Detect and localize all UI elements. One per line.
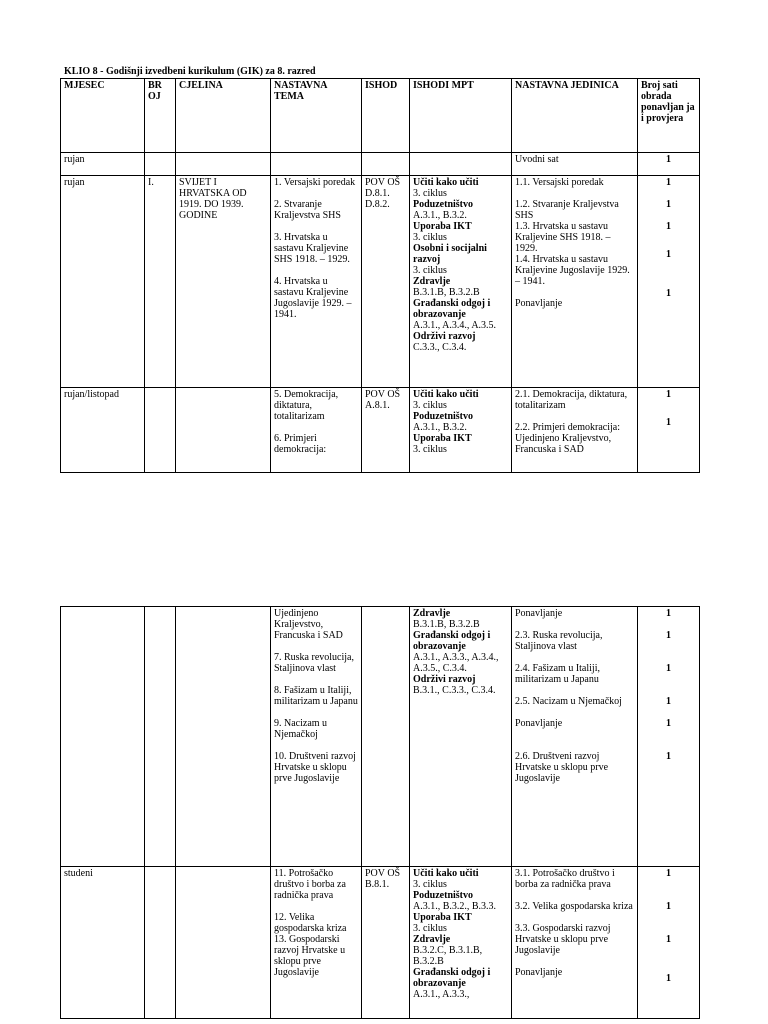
- cell-num: [145, 867, 176, 1019]
- cell-whole: [176, 867, 271, 1019]
- hours-value: 1: [666, 199, 671, 210]
- topic-item: 1. Versajski poredak: [274, 177, 356, 188]
- unit-item: Uvodni sat: [515, 154, 559, 165]
- cell-month: rujan/listopad: [61, 388, 145, 473]
- cell-unit: [512, 867, 638, 1019]
- header-unit: NASTAVNA JEDINICA: [512, 79, 638, 153]
- cell-topic: [271, 176, 362, 388]
- mpt-text: B.3.1.B, B.3.2.B: [413, 287, 480, 298]
- unit-item: 3.2. Velika gospodarska kriza: [515, 901, 633, 912]
- cell-whole: [176, 388, 271, 473]
- table-row: [61, 607, 700, 867]
- mpt-text: A.3.1., A.3.3.,: [413, 989, 470, 1000]
- hours-value: 1: [666, 417, 671, 428]
- mpt-text: 3. ciklus: [413, 188, 447, 199]
- cell-outcome: [362, 607, 410, 867]
- cell-mpt: [410, 176, 512, 388]
- cell-num: [145, 388, 176, 473]
- cell-month: studeni: [61, 867, 145, 1019]
- cell-num: I.: [145, 176, 176, 388]
- hours-value: 1: [666, 630, 671, 641]
- mpt-title: Građanski odgoj i obrazovanje: [413, 630, 491, 652]
- cell-mpt: [410, 607, 512, 867]
- mpt-title: Uporaba IKT: [413, 221, 472, 232]
- topic-item: 12. Velika gospodarska kriza: [274, 912, 347, 934]
- mpt-text: A.3.1., B.3.2.: [413, 210, 467, 221]
- mpt-text: 3. ciklus: [413, 232, 447, 243]
- cell-num: [145, 607, 176, 867]
- mpt-text: A.3.1., B.3.2.: [413, 422, 467, 433]
- topic-item: 9. Nacizam u Njemačkoj: [274, 718, 328, 740]
- unit-item: Ponavljanje: [515, 608, 563, 619]
- mpt-title: Uporaba IKT: [413, 433, 472, 444]
- mpt-text: 3. ciklus: [413, 265, 447, 276]
- hours-value: 1: [666, 868, 671, 879]
- cell-topic: [271, 867, 362, 1019]
- cell-unit: [512, 176, 638, 388]
- header-num: BR OJ: [145, 79, 176, 153]
- mpt-title: Građanski odgoj i obrazovanje: [413, 967, 491, 989]
- hours-value: 1: [666, 663, 671, 674]
- topic-item: 4. Hrvatska u sastavu Kraljevine Jugoslavije 1929. – 1941.: [274, 276, 352, 320]
- mpt-text: 3. ciklus: [413, 444, 447, 455]
- cell-unit: [512, 388, 638, 473]
- hours-value: 1: [666, 696, 671, 707]
- mpt-title: Poduzetništvo: [413, 890, 473, 901]
- cell-mpt: [410, 153, 512, 176]
- unit-item: 2.4. Fašizam u Italiji, militarizam u Japanu: [515, 663, 600, 685]
- unit-item: 1.4. Hrvatska u sastavu Kraljevine Jugoslavije 1929. – 1941.: [515, 254, 630, 287]
- unit-item: Ponavljanje: [515, 298, 563, 309]
- cell-topic: [271, 153, 362, 176]
- cell-mpt: [410, 867, 512, 1019]
- table-row: [61, 153, 700, 176]
- mpt-text: 3. ciklus: [413, 923, 447, 934]
- document-title: KLIO 8 - Godišnji izvedbeni kurikulum (GIK) za 8. razred: [64, 66, 316, 77]
- mpt-title: Učiti kako učiti: [413, 868, 479, 879]
- unit-item: 2.3. Ruska revolucija, Staljinova vlast: [515, 630, 603, 652]
- mpt-title: Zdravlje: [413, 276, 451, 287]
- cell-topic: [271, 607, 362, 867]
- mpt-text: 3. ciklus: [413, 400, 447, 411]
- header-mpt: ISHODI MPT: [410, 79, 512, 153]
- mpt-text: A.3.1., B.3.2., B.3.3.: [413, 901, 497, 912]
- curriculum-table: [60, 78, 700, 473]
- table-row: [61, 867, 700, 1019]
- header-whole: CJELINA: [176, 79, 271, 153]
- cell-month: rujan: [61, 153, 145, 176]
- unit-item: 1.3. Hrvatska u sastavu Kraljevine SHS 1918. – 1929.: [515, 221, 611, 254]
- cell-hours: [638, 867, 700, 1019]
- cell-month: rujan: [61, 176, 145, 388]
- unit-item: 2.5. Nacizam u Njemačkoj: [515, 696, 622, 707]
- hours-value: 1: [666, 221, 671, 232]
- mpt-text: C.3.3., C.3.4.: [413, 342, 467, 353]
- unit-item: 3.3. Gospodarski razvoj Hrvatske u sklopu prve Jugoslavije: [515, 923, 611, 956]
- topic-item: 3. Hrvatska u sastavu Kraljevine SHS 1918. – 1929.: [274, 232, 350, 265]
- cell-whole: [176, 607, 271, 867]
- cell-hours: [638, 607, 700, 867]
- cell-hours: [638, 388, 700, 473]
- hours-value: 1: [666, 389, 671, 400]
- hours-value: 1: [666, 177, 671, 188]
- unit-item: 2.1. Demokracija, diktatura, totalitarizam: [515, 389, 628, 411]
- mpt-title: Poduzetništvo: [413, 199, 473, 210]
- topic-item: 13. Gospodarski razvoj Hrvatske u sklopu prve Jugoslavije: [274, 934, 346, 978]
- mpt-title: Osobni i socijalni razvoj: [413, 243, 487, 265]
- mpt-title: Učiti kako učiti: [413, 177, 479, 188]
- header-outcome: ISHOD: [362, 79, 410, 153]
- hours-value: 1: [666, 249, 671, 260]
- topic-item: 11. Potrošačko društvo i borba za radnička prava: [274, 868, 346, 901]
- hours-value: 1: [666, 608, 671, 619]
- unit-item: 2.6. Društveni razvoj Hrvatske u sklopu prve Jugoslavije: [515, 751, 609, 784]
- mpt-text: A.3.1., A.3.4., A.3.5.: [413, 320, 497, 331]
- cell-hours: [638, 176, 700, 388]
- unit-item: 1.1. Versajski poredak: [515, 177, 604, 188]
- table-row: [61, 176, 700, 388]
- cell-outcome: POV OŠ A.8.1.: [362, 388, 410, 473]
- cell-mpt: [410, 388, 512, 473]
- mpt-title: Učiti kako učiti: [413, 389, 479, 400]
- unit-item: 2.2. Primjeri demokracija: Ujedinjeno Kraljevstvo, Francuska i SAD: [515, 422, 620, 455]
- hours-value: 1: [666, 288, 671, 299]
- mpt-title: Održivi razvoj: [413, 331, 476, 342]
- cell-whole: [176, 153, 271, 176]
- mpt-title: Zdravlje: [413, 934, 451, 945]
- topic-item: 8. Fašizam u Italiji, militarizam u Japanu: [274, 685, 358, 707]
- topic-item: Ujedinjeno Kraljevstvo, Francuska i SAD: [274, 608, 343, 641]
- topic-item: 2. Stvaranje Kraljevstva SHS: [274, 199, 341, 221]
- topic-item: 5. Demokracija, diktatura, totalitarizam: [274, 389, 339, 422]
- cell-whole: SVIJET I HRVATSKA OD 1919. DO 1939. GODINE: [176, 176, 271, 388]
- topic-item: 7. Ruska revolucija, Staljinova vlast: [274, 652, 354, 674]
- mpt-text: B.3.1., C.3.3., C.3.4.: [413, 685, 496, 696]
- mpt-text: B.3.1.B, B.3.2.B: [413, 619, 480, 630]
- cell-month: [61, 607, 145, 867]
- cell-outcome: POV OŠ D.8.1. D.8.2.: [362, 176, 410, 388]
- mpt-title: Uporaba IKT: [413, 912, 472, 923]
- curriculum-table-continued: [60, 606, 700, 1019]
- unit-item: Ponavljanje: [515, 967, 563, 978]
- mpt-title: Poduzetništvo: [413, 411, 473, 422]
- unit-item: 3.1. Potrošačko društvo i borba za radnička prava: [515, 868, 615, 890]
- hours-value: 1: [666, 934, 671, 945]
- cell-outcome: [362, 153, 410, 176]
- unit-item: 1.2. Stvaranje Kraljevstva SHS: [515, 199, 619, 221]
- table-row: [61, 388, 700, 473]
- topic-item: 10. Društveni razvoj Hrvatske u sklopu prve Jugoslavije: [274, 751, 356, 784]
- mpt-text: A.3.1., A.3.3., A.3.4., A.3.5., C.3.4.: [413, 652, 499, 674]
- hours-value: 1: [666, 973, 671, 984]
- mpt-title: Održivi razvoj: [413, 674, 476, 685]
- cell-unit: [512, 153, 638, 176]
- unit-item: Ponavljanje: [515, 718, 563, 729]
- header-row: [61, 79, 700, 153]
- mpt-title: Zdravlje: [413, 608, 451, 619]
- cell-topic: [271, 388, 362, 473]
- header-topic: NASTAVNA TEMA: [271, 79, 362, 153]
- cell-unit: [512, 607, 638, 867]
- cell-outcome: POV OŠ B.8.1.: [362, 867, 410, 1019]
- hours-value: 1: [666, 901, 671, 912]
- hours-value: 1: [666, 718, 671, 729]
- mpt-title: Građanski odgoj i obrazovanje: [413, 298, 491, 320]
- cell-num: [145, 153, 176, 176]
- cell-hours: [638, 153, 700, 176]
- mpt-text: 3. ciklus: [413, 879, 447, 890]
- hours-value: 1: [666, 751, 671, 762]
- mpt-text: B.3.2.C, B.3.1.B, B.3.2.B: [413, 945, 483, 967]
- topic-item: 6. Primjeri demokracija:: [274, 433, 327, 455]
- header-month: MJESEC: [61, 79, 145, 153]
- header-hours: Broj sati obrada ponavljan ja i provjera: [638, 79, 700, 153]
- hours-value: 1: [666, 154, 671, 165]
